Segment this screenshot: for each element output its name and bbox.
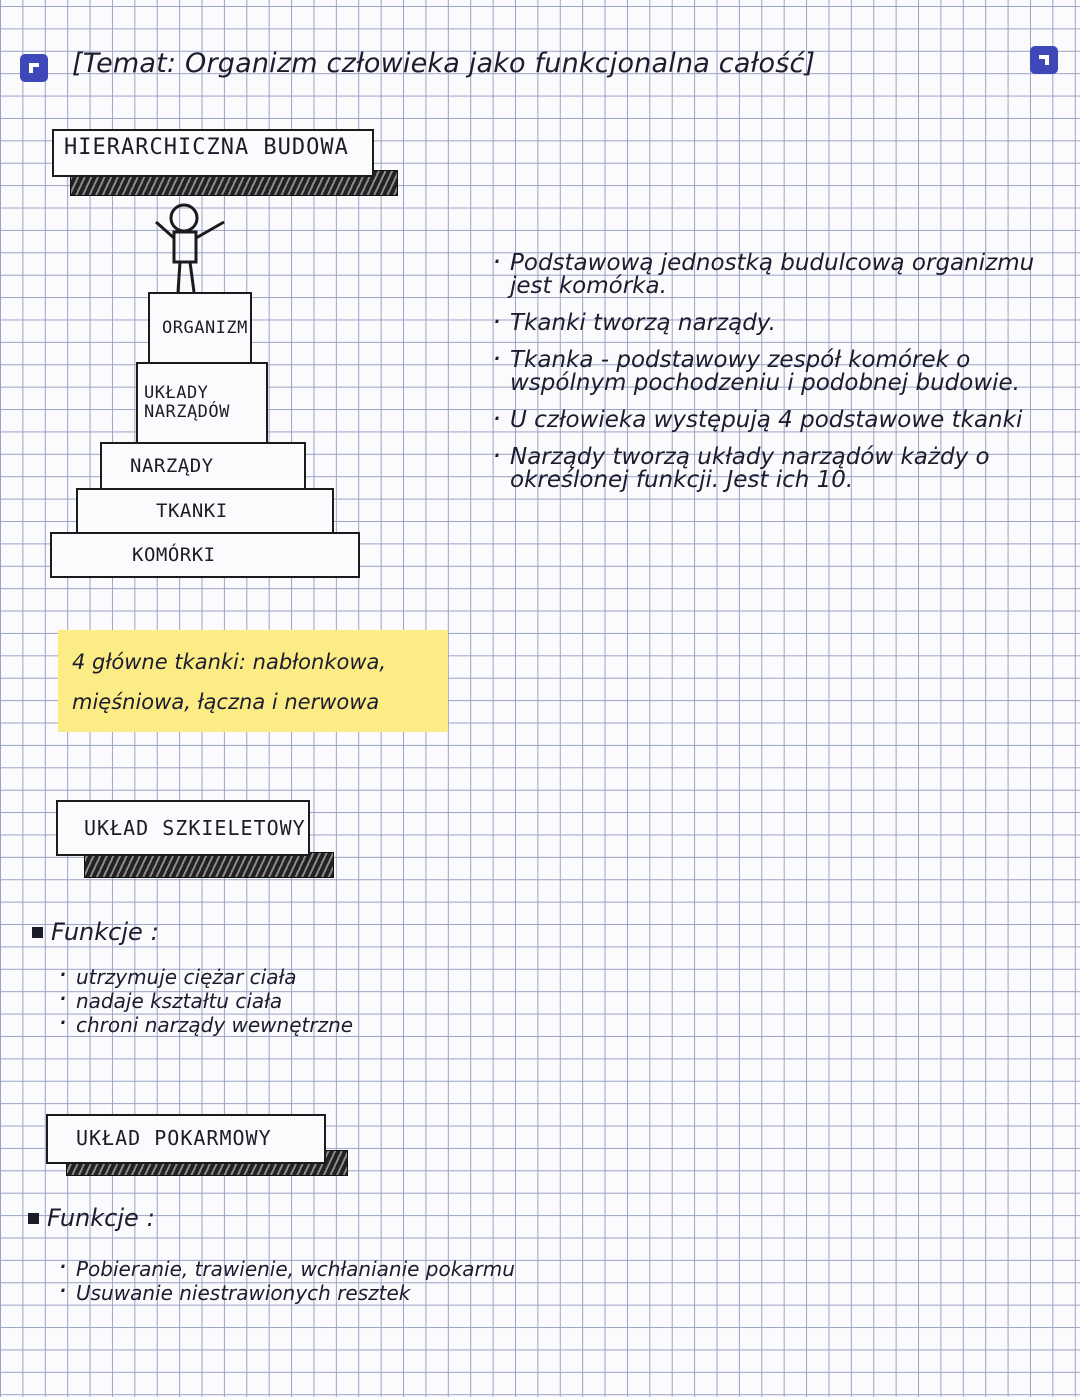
level-label: NARZĄDY (130, 455, 214, 477)
list-item: · Tkanki tworzą narządy. (492, 312, 1062, 335)
list-item: · chroni narządy wewnętrzne (58, 1014, 478, 1036)
digestive-header: UKŁAD POKARMOWY (46, 1114, 326, 1164)
level-label: TKANKI (156, 500, 228, 522)
functions-label: Funkcje (51, 918, 143, 946)
list-item: · Tkanka - podstawowy zespół komórek o wspólnym pochodzeniu i podobnej budowie. (492, 349, 1062, 395)
list-item: · Pobieranie, trawienie, wchłanianie pokarmu (58, 1258, 578, 1280)
right-bullet-list (492, 252, 1062, 506)
page-title: [Temat: Organizm człowieka jako funkcjonalna całość] (72, 48, 816, 79)
pyramid-level-narzady (100, 442, 306, 490)
digestive-function-list (58, 1258, 578, 1306)
bookmark-icon (20, 54, 48, 82)
level-label: ORGANIZM (162, 318, 248, 338)
pyramid-level-organizm (148, 292, 252, 364)
list-item: · Podstawową jednostką budulcową organizmu jest komórka. (492, 252, 1062, 298)
list-item: · nadaje kształtu ciała (58, 990, 478, 1012)
pyramid-level-komorki (50, 532, 360, 578)
skeletal-function-list (58, 966, 478, 1038)
level-label: KOMÓRKI (132, 544, 216, 566)
skeletal-functions-label: Funkcje : (32, 918, 159, 946)
functions-label: Funkcje (47, 1204, 139, 1232)
list-item: · Usuwanie niestrawionych resztek (58, 1282, 578, 1304)
hierarchy-header: HIERARCHICZNA BUDOWA (52, 129, 374, 177)
bookmark-icon-right (1030, 46, 1058, 74)
level-label: UKŁADY NARZĄDÓW (144, 383, 230, 422)
list-item: · Narządy tworzą układy narządów każdy o określonej funkcji. Jest ich 10. (492, 446, 1062, 492)
square-bullet-icon (32, 927, 43, 938)
tissues-note: 4 główne tkanki: nabłonkowa, mięśniowa, łączna i nerwowa (58, 630, 448, 732)
list-item: · utrzymuje ciężar ciała (58, 966, 478, 988)
list-item: · U człowieka występują 4 podstawowe tkanki (492, 409, 1062, 432)
digestive-functions-label: Funkcje : (28, 1204, 155, 1232)
pyramid-level-uklady (136, 362, 268, 444)
square-bullet-icon (28, 1213, 39, 1224)
stick-figure-icon (150, 200, 240, 295)
pyramid-level-tkanki (76, 488, 334, 534)
skeletal-header: UKŁAD SZKIELETOWY (56, 800, 310, 856)
